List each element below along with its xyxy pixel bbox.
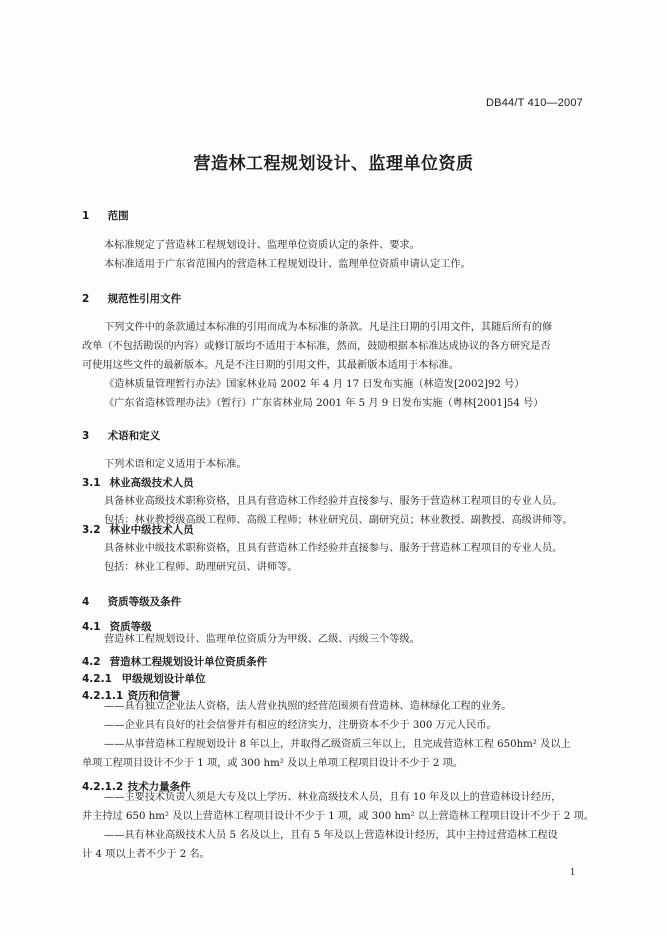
section-title: 资质等级及条件: [107, 596, 182, 608]
section-title: 资历和信誉: [127, 690, 181, 702]
paragraph: 包括：林业教授级高级工程师、高级工程师；林业研究员、副研究员；林业教授、副教授、高级讲师等。: [104, 515, 573, 526]
section-4-heading: [82, 594, 181, 609]
section-title: 营造林工程规划设计单位资质条件: [109, 656, 268, 668]
standard-code: DB44/T 410—2007: [486, 97, 583, 109]
list-item: ——企业具有良好的社会信誉并有相应的经济实力，注册资本不少于 300 万元人民币。: [104, 720, 497, 731]
term-3-2-heading: [82, 522, 194, 537]
section-4-2-1-heading: [82, 671, 206, 686]
document-title: 营造林工程规划设计、监理单位资质: [193, 154, 474, 174]
paragraph: 改单（不包括勘误的内容）或修订版均不适用于本标准，然而，鼓励根据本标准达成协议的各方研究是否: [82, 341, 551, 352]
paragraph: 营造林工程规划设计、监理单位资质分为甲级、乙级、丙级三个等级。: [104, 634, 420, 645]
paragraph: 下列文件中的条款通过本标准的引用而成为本标准的条款。凡是注日期的引用文件，其随后所有的修: [104, 322, 553, 333]
section-title: 资质等级: [109, 621, 152, 633]
section-number: 4.2.1.2: [82, 781, 124, 793]
paragraph: 包括：林业工程师、助理研究员、讲师等。: [104, 562, 298, 573]
paragraph: 具备林业高级技术职称资格，且具有营造林工作经验并直接参与、服务于营造林工程项目的专业人员。: [104, 496, 563, 507]
section-number: 3.1: [82, 477, 101, 489]
list-item-continuation: 单项工程项目设计不少于 1 项，或 300 hm² 及以上单项工程项目设计不少于 2 项。: [82, 758, 464, 769]
section-number: 4.2.1.1: [82, 690, 124, 702]
section-title: 林业中级技术人员: [109, 524, 194, 536]
paragraph: 下列术语和定义适用于本标准。: [104, 459, 247, 470]
list-item: ——具有独立企业法人资格，法人营业执照的经营范围须有营造林、造林绿化工程的业务。: [104, 701, 512, 712]
paragraph: 可使用这些文件的最新版本。凡是不注日期的引用文件，其最新版本适用于本标准。: [82, 360, 459, 371]
paragraph: 具备林业中级技术职称资格，且具有营造林工作经验并直接参与、服务于营造林工程项目的专业人员。: [104, 543, 563, 554]
list-item-continuation: 并主持过 650 hm² 及以上营造林工程项目设计不少于 1 项，或 300 hm² 以上营造林工程项目设计不少于 2 项。: [82, 811, 594, 822]
section-number: 4: [82, 596, 90, 608]
page-number: 1: [570, 867, 575, 878]
section-title: 技术力量条件: [127, 781, 191, 793]
section-title: 甲级规划设计单位: [121, 673, 206, 685]
section-4-2-heading: [82, 654, 267, 669]
reference-item: 《造林质量管理暂行办法》国家林业局 2002 年 4 月 17 日发布实施（林造发[2002]92 号）: [104, 379, 525, 390]
section-title: 术语和定义: [107, 430, 161, 442]
section-number: 4.2.1: [82, 673, 112, 685]
paragraph: 本标准适用于广东省范围内的营造林工程规划设计、监理单位资质申请认定工作。: [104, 259, 471, 270]
section-title: 规范性引用文件: [107, 293, 182, 305]
section-1-heading: [82, 208, 129, 223]
list-item: ——具有林业高级技术人员 5 名及以上，且有 5 年及以上营造林设计经历，其中主持过营造林工程设: [104, 830, 558, 841]
list-item-continuation: 计 4 项以上者不少于 2 名。: [82, 849, 210, 860]
list-item: ——主要技术负责人须是大专及以上学历、林业高级技术人员，且有 10 年及以上的营造林设计经历，: [104, 792, 562, 803]
list-item: ——从事营造林工程规划设计 8 年以上，并取得乙级资质三年以上，且完成营造林工程 650hm² 及以上: [104, 739, 571, 750]
section-2-heading: [82, 291, 181, 306]
term-3-1-heading: [82, 475, 194, 490]
section-title: 范围: [107, 210, 129, 222]
section-title: 林业高级技术人员: [109, 477, 194, 489]
section-number: 1: [82, 210, 90, 222]
section-number: 3: [82, 430, 90, 442]
section-number: 4.1: [82, 621, 101, 633]
section-number: 3.2: [82, 524, 101, 536]
section-number: 4.2: [82, 656, 101, 668]
reference-item: 《广东省造林管理办法》（暂行）广东省林业局 2001 年 5 月 9 日发布实施（粤林[2001]54 号）: [104, 398, 544, 409]
section-3-heading: [82, 428, 160, 443]
section-number: 2: [82, 293, 90, 305]
paragraph: 本标准规定了营造林工程规划设计、监理单位资质认定的条件、要求。: [104, 240, 420, 251]
